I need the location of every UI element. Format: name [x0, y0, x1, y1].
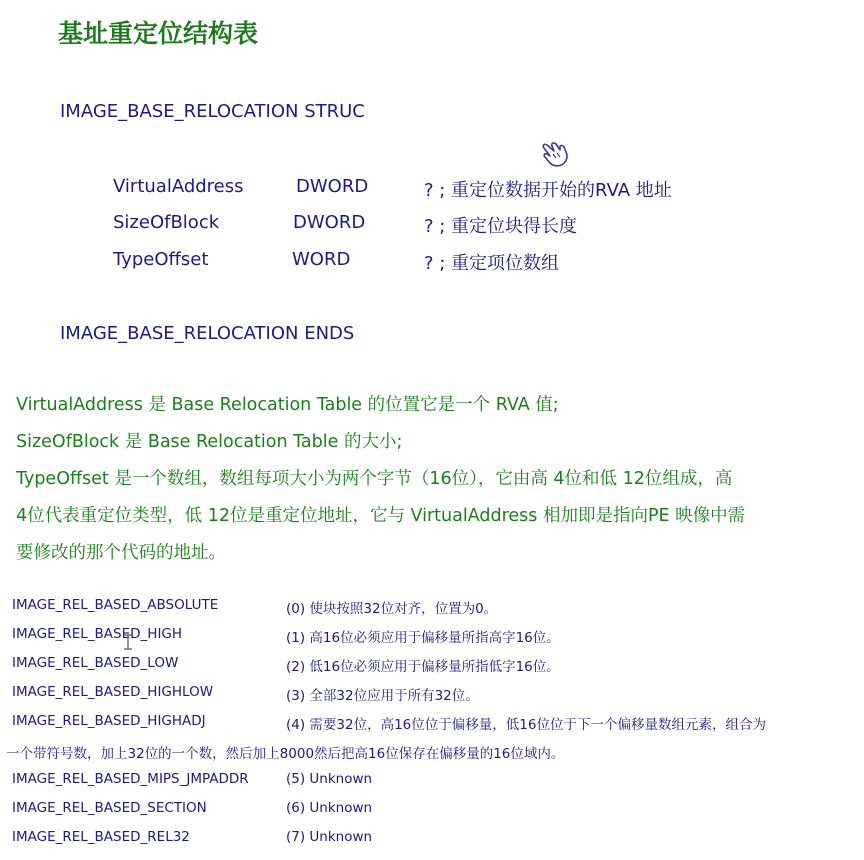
type-desc: (0) 使块按照32位对齐，位置为0。: [286, 601, 498, 617]
type-desc: (5) Unknown: [286, 771, 373, 787]
type-name: IMAGE_REL_BASED_REL32: [12, 829, 190, 845]
type-name: IMAGE_REL_BASED_HIGHADJ: [12, 713, 206, 729]
field-sizeofblock-comment: ? ; 重定位块得长度: [424, 216, 578, 237]
field-typeoffset-comment: ? ; 重定项位数组: [424, 253, 560, 274]
type-name: IMAGE_REL_BASED_LOW: [12, 655, 179, 671]
field-typeoffset-name: TypeOffset: [113, 249, 209, 270]
type-name: IMAGE_REL_BASED_ABSOLUTE: [12, 597, 219, 613]
type-name: IMAGE_REL_BASED_HIGH: [12, 626, 183, 642]
field-virtualaddress-name: VirtualAddress: [113, 176, 244, 197]
type-name: IMAGE_REL_BASED_MIPS_JMPADDR: [12, 771, 249, 787]
type-desc: (7) Unknown: [286, 829, 373, 845]
struct-end: IMAGE_BASE_RELOCATION ENDS: [60, 323, 355, 344]
type-desc: (1) 高16位必须应用于偏移量所指高字16位。: [286, 630, 560, 646]
text-cursor-icon: [120, 633, 136, 651]
description-line-4: 4位代表重定位类型，低 12位是重定位地址，它与 VirtualAddress 相加即是指向PE 映像中需: [16, 506, 746, 526]
field-virtualaddress-type: DWORD: [296, 176, 369, 197]
type-name: IMAGE_REL_BASED_HIGHLOW: [12, 684, 214, 700]
description-line-1: VirtualAddress 是 Base Relocation Table 的位置它是一个 RVA 值;: [16, 395, 559, 415]
field-sizeofblock-name: SizeOfBlock: [113, 212, 220, 233]
type-name: IMAGE_REL_BASED_SECTION: [12, 800, 207, 816]
field-sizeofblock-type: DWORD: [293, 212, 366, 233]
description-line-3: TypeOffset 是一个数组，数组每项大小为两个字节（16位），它由高 4位和低 12位组成，高: [16, 469, 733, 489]
page-title: 基址重定位结构表: [58, 19, 259, 48]
field-typeoffset-type: WORD: [292, 249, 351, 270]
description-line-2: SizeOfBlock 是 Base Relocation Table 的大小;: [16, 432, 403, 452]
hand-pointer-icon: [538, 140, 572, 170]
type-desc: (4) 需要32位，高16位位于偏移量，低16位位于下一个偏移量数组元素，组合为: [286, 717, 766, 733]
type-desc: (2) 低16位必须应用于偏移量所指低字16位。: [286, 659, 560, 675]
type-desc: (3) 全部32位应用于所有32位。: [286, 688, 479, 704]
type-desc: 一个带符号数，加上32位的一个数，然后加上8000然后把高16位保存在偏移量的16位域内。: [6, 746, 565, 762]
struct-start: IMAGE_BASE_RELOCATION STRUC: [60, 101, 365, 122]
description-line-5: 要修改的那个代码的地址。: [16, 543, 226, 563]
field-virtualaddress-comment: ? ; 重定位数据开始的RVA 地址: [424, 180, 672, 201]
type-desc: (6) Unknown: [286, 800, 373, 816]
